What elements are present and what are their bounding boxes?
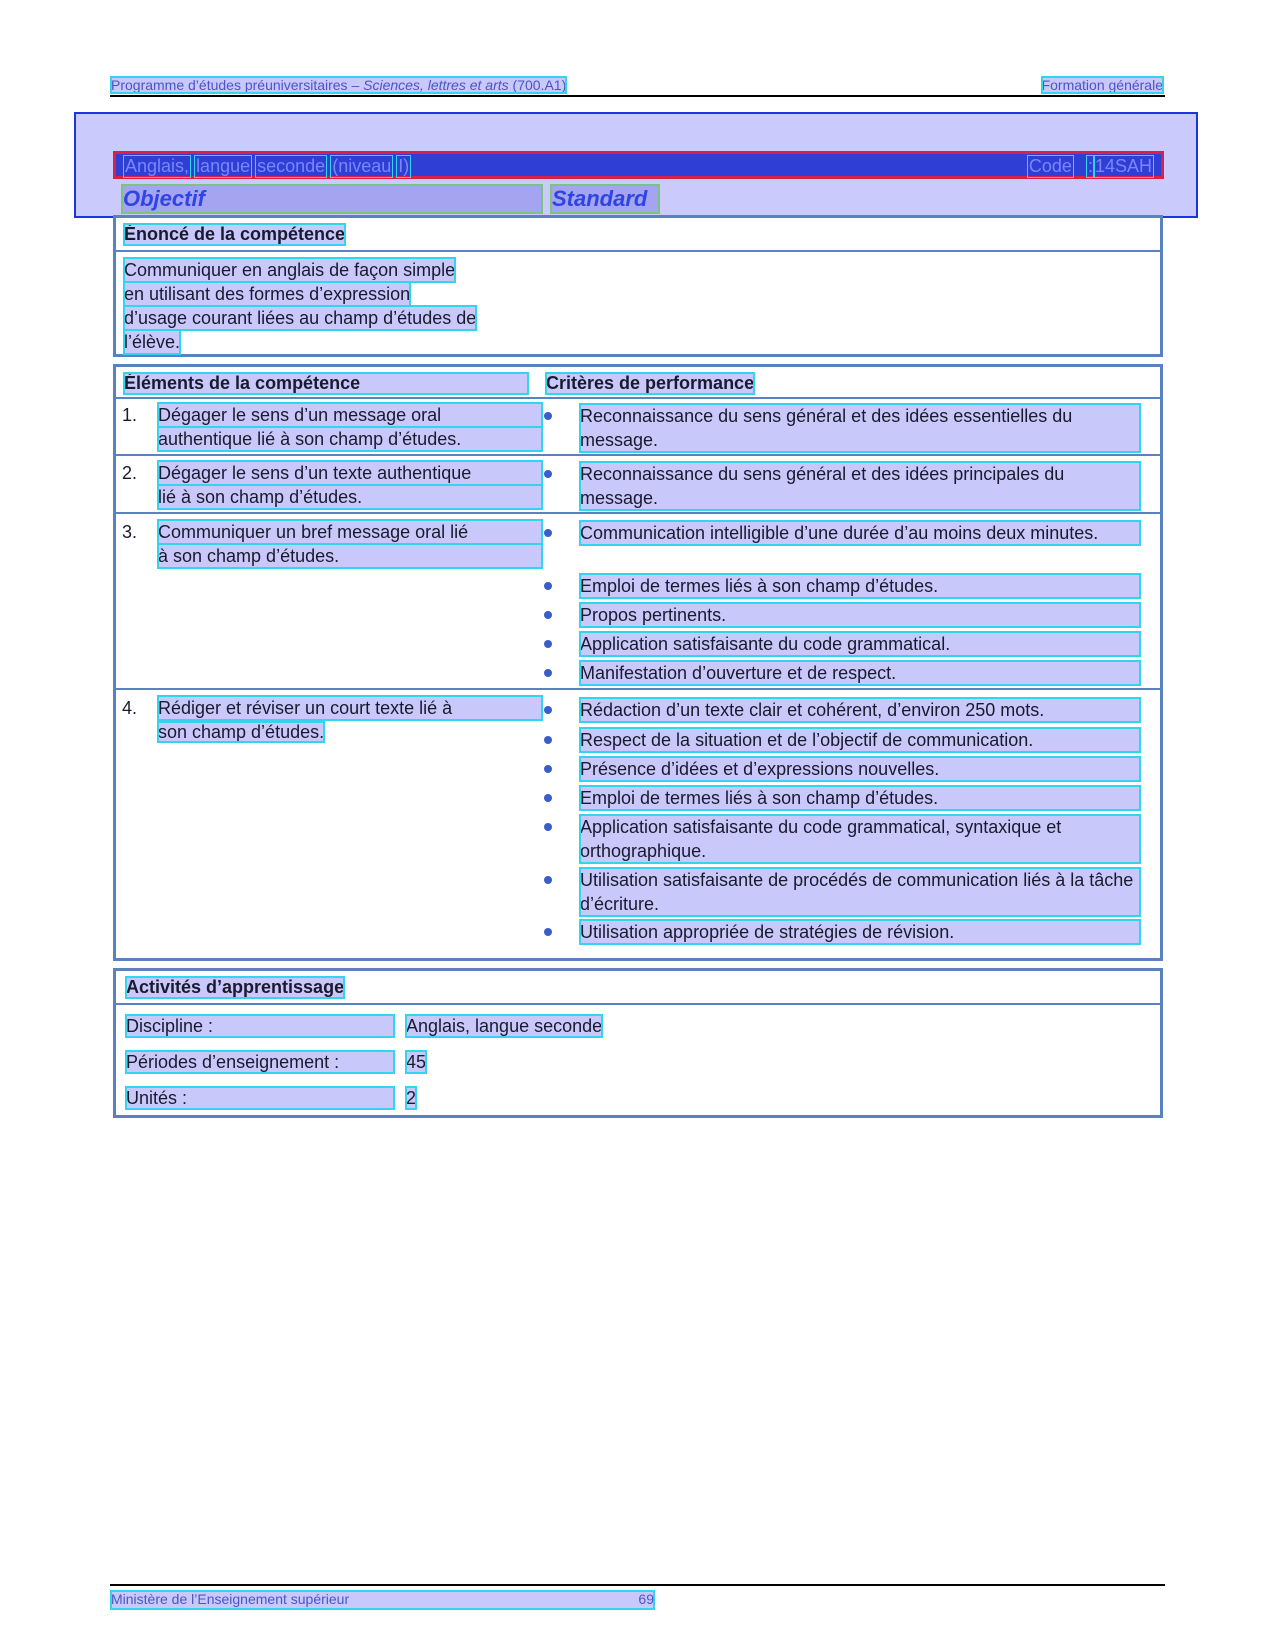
- row-divider: [116, 397, 1160, 399]
- criterion-text: Communication intelligible d’une durée d’au moins deux minutes.: [580, 521, 1140, 545]
- element-line: Rédiger et réviser un court texte lié à: [158, 696, 542, 720]
- enonce-line: l’élève.: [124, 332, 181, 352]
- element-number: 1.: [122, 405, 138, 425]
- criterion-text: Application satisfaisante du code grammatical, syntaxique et orthographique.: [580, 815, 1140, 863]
- enonce-line: d’usage courant liées au champ d’études de: [124, 308, 477, 328]
- course-title-word: Anglais,: [125, 156, 190, 176]
- criterion-text: Utilisation appropriée de stratégies de révision.: [580, 920, 1140, 944]
- page-footer: [111, 1591, 654, 1609]
- enonce-line: en utilisant des formes d’expression: [124, 284, 411, 304]
- bullet-icon: [544, 794, 552, 802]
- enonce-header: [116, 218, 1160, 252]
- activity-label: Discipline :: [126, 1015, 394, 1037]
- page-header: [111, 77, 1163, 95]
- course-code-label: Code: [1028, 156, 1072, 176]
- course-code-separator: :: [1087, 156, 1093, 176]
- element-number: 3.: [122, 522, 138, 542]
- page-number: 69: [638, 1591, 654, 1607]
- element-line: à son champ d’études.: [158, 544, 542, 568]
- bullet-icon: [544, 928, 552, 936]
- activites-header: [116, 971, 1160, 1005]
- element-text: [158, 403, 542, 451]
- criterion-text: Propos pertinents.: [580, 603, 1140, 627]
- course-title-word: (niveau: [332, 156, 392, 176]
- footer-rule: [110, 1584, 1165, 1586]
- course-title-word: langue: [196, 156, 251, 176]
- program-prefix: Programme d’études préuniversitaires –: [111, 77, 364, 93]
- activity-value: Anglais, langue seconde: [406, 1016, 603, 1036]
- elements-heading: Éléments de la compétence: [124, 373, 528, 394]
- activity-label: Unités :: [126, 1087, 394, 1109]
- program-name: Sciences, lettres et arts: [363, 77, 509, 93]
- criterion-text: Reconnaissance du sens général et des idées principales du message.: [580, 462, 1140, 510]
- element-line: Communiquer un bref message oral lié: [158, 520, 542, 544]
- course-code: [1028, 156, 1153, 177]
- header-rule: [110, 95, 1165, 97]
- element-line: Dégager le sens d’un message oral: [158, 403, 542, 427]
- activity-label: Périodes d’enseignement :: [126, 1051, 394, 1073]
- enonce-line: Communiquer en anglais de façon simple: [124, 260, 456, 280]
- element-line: lié à son champ d’études.: [158, 485, 542, 509]
- bullet-icon: [544, 706, 552, 714]
- criterion-text: Reconnaissance du sens général et des idées essentielles du message.: [580, 404, 1140, 452]
- bullet-icon: [544, 470, 552, 478]
- bullet-icon: [544, 611, 552, 619]
- enonce-heading: Énoncé de la compétence: [124, 224, 346, 244]
- activites-heading: Activités d’apprentissage: [126, 977, 345, 997]
- bullet-icon: [544, 765, 552, 773]
- criterion-text: Emploi de termes liés à son champ d’études.: [580, 786, 1140, 810]
- element-line: son champ d’études.: [158, 722, 325, 742]
- course-title: [124, 156, 410, 177]
- enonce-box: [113, 215, 1163, 357]
- bullet-icon: [544, 876, 552, 884]
- program-code: (700.A1): [508, 77, 567, 93]
- bullet-icon: [544, 669, 552, 677]
- bullet-icon: [544, 529, 552, 537]
- program-title: [111, 77, 566, 93]
- elements-table: [113, 364, 1163, 961]
- activites-box: [113, 968, 1163, 1118]
- standard-label: Standard: [552, 186, 658, 212]
- course-title-bar: [113, 151, 1164, 179]
- objectif-label: Objectif: [123, 186, 541, 212]
- bullet-icon: [544, 640, 552, 648]
- row-divider: [116, 512, 1160, 514]
- criteria-heading: Critères de performance: [546, 373, 755, 393]
- bullet-icon: [544, 823, 552, 831]
- criterion-text: Application satisfaisante du code grammatical.: [580, 632, 1140, 656]
- criterion-text: Respect de la situation et de l’objectif de communication.: [580, 728, 1140, 752]
- criterion-text: Utilisation satisfaisante de procédés de communication liés à la tâche d’écriture.: [580, 868, 1140, 916]
- enonce-text: [124, 258, 544, 354]
- element-line: authentique lié à son champ d’études.: [158, 427, 542, 451]
- criterion-text: Rédaction d’un texte clair et cohérent, d’environ 250 mots.: [580, 698, 1140, 722]
- bullet-icon: [544, 412, 552, 420]
- criterion-text: Manifestation d’ouverture et de respect.: [580, 661, 1140, 685]
- activity-value: 2: [406, 1088, 417, 1108]
- criterion-text: Emploi de termes liés à son champ d’études.: [580, 574, 1140, 598]
- element-text: [158, 520, 542, 568]
- row-divider: [116, 688, 1160, 690]
- element-number: 4.: [122, 698, 138, 718]
- course-title-word: seconde: [257, 156, 326, 176]
- course-title-word: I): [398, 156, 410, 176]
- course-code-value: 14SAH: [1094, 156, 1152, 176]
- ministry-name: Ministère de l’Enseignement supérieur: [111, 1591, 350, 1607]
- element-line: Dégager le sens d’un texte authentique: [158, 461, 542, 485]
- element-number: 2.: [122, 463, 138, 483]
- criterion-text: Présence d’idées et d’expressions nouvelles.: [580, 757, 1140, 781]
- element-text: [158, 461, 542, 509]
- bullet-icon: [544, 582, 552, 590]
- activity-value: 45: [406, 1052, 427, 1072]
- section-name: Formation générale: [1041, 77, 1163, 93]
- row-divider: [116, 454, 1160, 456]
- element-text: [158, 696, 542, 744]
- bullet-icon: [544, 736, 552, 744]
